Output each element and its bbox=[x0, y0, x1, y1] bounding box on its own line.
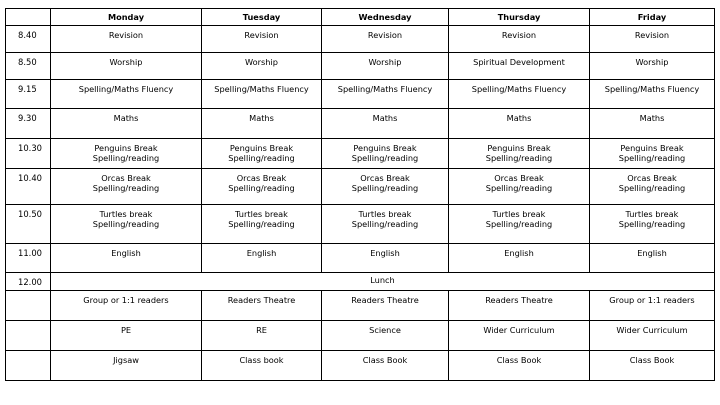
lesson-cell: Class book bbox=[202, 351, 322, 381]
lesson-cell: Turtles break Spelling/reading bbox=[51, 205, 202, 244]
lesson-cell: Penguins Break Spelling/reading bbox=[449, 139, 590, 169]
lesson-cell: English bbox=[590, 244, 715, 273]
lesson-cell: Spelling/Maths Fluency bbox=[590, 80, 715, 109]
table-row bbox=[6, 80, 715, 109]
lesson-cell: English bbox=[322, 244, 449, 273]
header-friday: Friday bbox=[590, 9, 715, 26]
lesson-cell: Group or 1:1 readers bbox=[51, 291, 202, 321]
table-row bbox=[6, 291, 715, 321]
lesson-cell: Revision bbox=[322, 26, 449, 53]
header-tuesday: Tuesday bbox=[202, 9, 322, 26]
lesson-cell: Revision bbox=[449, 26, 590, 53]
lesson-cell: Maths bbox=[202, 109, 322, 139]
lesson-cell: Orcas Break Spelling/reading bbox=[322, 169, 449, 205]
lesson-cell: Penguins Break Spelling/reading bbox=[590, 139, 715, 169]
lesson-cell: Spelling/Maths Fluency bbox=[202, 80, 322, 109]
table-row bbox=[6, 244, 715, 273]
lesson-cell: Orcas Break Spelling/reading bbox=[51, 169, 202, 205]
time-cell: 10.40 bbox=[6, 169, 51, 205]
lesson-cell: Group or 1:1 readers bbox=[590, 291, 715, 321]
time-cell: 9.30 bbox=[6, 109, 51, 139]
header-wednesday: Wednesday bbox=[322, 9, 449, 26]
lesson-cell: PE bbox=[51, 321, 202, 351]
time-cell: 11.00 bbox=[6, 244, 51, 273]
table-row bbox=[6, 26, 715, 53]
lesson-cell: Class Book bbox=[322, 351, 449, 381]
lesson-cell: Turtles break Spelling/reading bbox=[202, 205, 322, 244]
timetable bbox=[5, 8, 715, 381]
lesson-cell: Readers Theatre bbox=[202, 291, 322, 321]
lesson-cell: Revision bbox=[202, 26, 322, 53]
lesson-cell: Revision bbox=[51, 26, 202, 53]
lunch-cell: Lunch bbox=[51, 273, 715, 291]
lesson-cell: English bbox=[449, 244, 590, 273]
time-cell: 10.30 bbox=[6, 139, 51, 169]
header-row bbox=[6, 9, 715, 26]
timetable-body bbox=[6, 26, 715, 381]
time-cell: 8.40 bbox=[6, 26, 51, 53]
lesson-cell: Readers Theatre bbox=[322, 291, 449, 321]
lesson-cell: English bbox=[202, 244, 322, 273]
table-row bbox=[6, 351, 715, 381]
lesson-cell: Spelling/Maths Fluency bbox=[322, 80, 449, 109]
lesson-cell: Penguins Break Spelling/reading bbox=[51, 139, 202, 169]
lesson-cell: Maths bbox=[322, 109, 449, 139]
header-monday: Monday bbox=[51, 9, 202, 26]
lesson-cell: Maths bbox=[51, 109, 202, 139]
header-time bbox=[6, 9, 51, 26]
lesson-cell: Turtles break Spelling/reading bbox=[322, 205, 449, 244]
lesson-cell: Science bbox=[322, 321, 449, 351]
lesson-cell: Jigsaw bbox=[51, 351, 202, 381]
lesson-cell: Spelling/Maths Fluency bbox=[449, 80, 590, 109]
lesson-cell: Orcas Break Spelling/reading bbox=[202, 169, 322, 205]
time-cell: 8.50 bbox=[6, 53, 51, 80]
lesson-cell: Penguins Break Spelling/reading bbox=[202, 139, 322, 169]
time-cell bbox=[6, 351, 51, 381]
header-thursday: Thursday bbox=[449, 9, 590, 26]
lesson-cell: Spelling/Maths Fluency bbox=[51, 80, 202, 109]
lesson-cell: Turtles break Spelling/reading bbox=[590, 205, 715, 244]
table-row bbox=[6, 321, 715, 351]
lesson-cell: Revision bbox=[590, 26, 715, 53]
lesson-cell: Wider Curriculum bbox=[590, 321, 715, 351]
time-cell: 9.15 bbox=[6, 80, 51, 109]
lesson-cell: English bbox=[51, 244, 202, 273]
lesson-cell: Worship bbox=[202, 53, 322, 80]
lesson-cell: Worship bbox=[590, 53, 715, 80]
lesson-cell: Maths bbox=[449, 109, 590, 139]
time-cell: 10.50 bbox=[6, 205, 51, 244]
lesson-cell: Worship bbox=[322, 53, 449, 80]
lesson-cell: Spiritual Development bbox=[449, 53, 590, 80]
lesson-cell: RE bbox=[202, 321, 322, 351]
lesson-cell: Readers Theatre bbox=[449, 291, 590, 321]
lesson-cell: Worship bbox=[51, 53, 202, 80]
lesson-cell: Class Book bbox=[590, 351, 715, 381]
table-row bbox=[6, 169, 715, 205]
time-cell: 12.00 bbox=[6, 273, 51, 291]
table-row bbox=[6, 139, 715, 169]
lesson-cell: Wider Curriculum bbox=[449, 321, 590, 351]
table-row bbox=[6, 53, 715, 80]
time-cell bbox=[6, 291, 51, 321]
time-cell bbox=[6, 321, 51, 351]
lesson-cell: Maths bbox=[590, 109, 715, 139]
lesson-cell: Orcas Break Spelling/reading bbox=[590, 169, 715, 205]
table-row bbox=[6, 205, 715, 244]
lesson-cell: Class Book bbox=[449, 351, 590, 381]
lesson-cell: Orcas Break Spelling/reading bbox=[449, 169, 590, 205]
table-row bbox=[6, 273, 715, 291]
table-row bbox=[6, 109, 715, 139]
lesson-cell: Penguins Break Spelling/reading bbox=[322, 139, 449, 169]
lesson-cell: Turtles break Spelling/reading bbox=[449, 205, 590, 244]
